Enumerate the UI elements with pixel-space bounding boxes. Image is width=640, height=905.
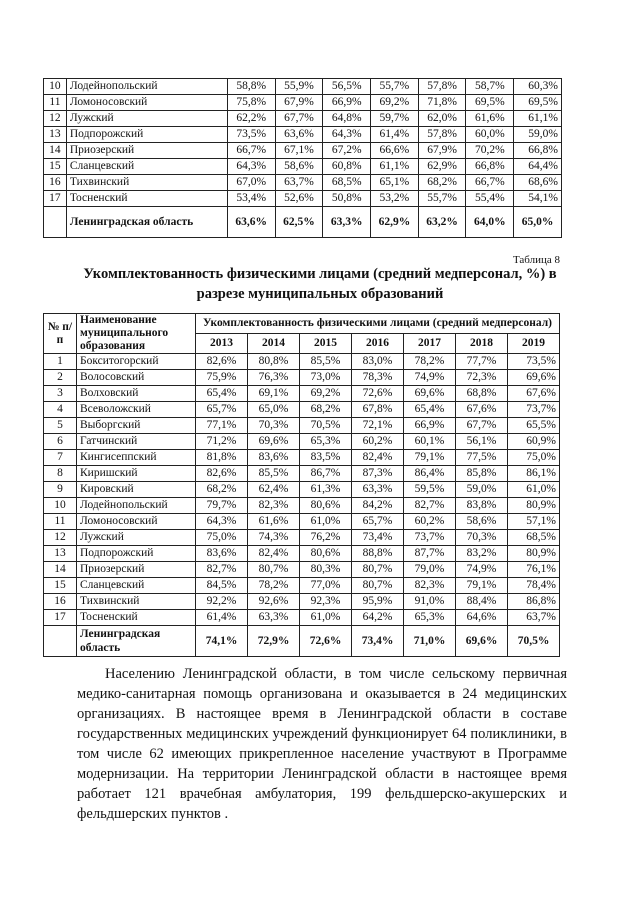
row-value: 67,2% <box>323 143 371 159</box>
row-value: 92,6% <box>248 594 300 610</box>
header-year: 2013 <box>196 334 248 354</box>
row-value: 64,6% <box>456 610 508 626</box>
row-name: Ломоносовский <box>66 95 227 111</box>
row-value: 69,6% <box>404 386 456 402</box>
row-value: 67,0% <box>227 175 275 191</box>
row-value: 68,2% <box>300 402 352 418</box>
row-number: 12 <box>44 530 77 546</box>
row-value: 67,7% <box>275 111 323 127</box>
row-value: 70,3% <box>248 418 300 434</box>
table-row <box>44 594 560 610</box>
row-value: 69,6% <box>508 370 560 386</box>
row-value: 78,2% <box>248 578 300 594</box>
row-value: 95,9% <box>352 594 404 610</box>
table-row <box>44 143 562 159</box>
table-row <box>44 354 560 370</box>
row-value: 87,7% <box>404 546 456 562</box>
row-value: 67,9% <box>418 143 466 159</box>
row-value: 72,6% <box>352 386 404 402</box>
row-number: 6 <box>44 434 77 450</box>
row-value: 92,2% <box>196 594 248 610</box>
row-number: 14 <box>44 562 77 578</box>
row-value: 61,3% <box>300 482 352 498</box>
row-name: Гатчинский <box>77 434 196 450</box>
row-value: 80,9% <box>508 546 560 562</box>
row-number: 12 <box>44 111 67 127</box>
row-value: 78,2% <box>404 354 456 370</box>
row-value: 64,3% <box>227 159 275 175</box>
header-name: Наименование муниципального образования <box>77 314 196 354</box>
row-value: 73,4% <box>352 530 404 546</box>
row-value: 61,0% <box>508 482 560 498</box>
table-row <box>44 370 560 386</box>
row-value: 61,6% <box>248 514 300 530</box>
row-name: Тихвинский <box>66 175 227 191</box>
table-row <box>44 498 560 514</box>
row-value: 86,1% <box>508 466 560 482</box>
row-value: 65,4% <box>404 402 456 418</box>
row-value: 50,8% <box>323 191 371 207</box>
total-number <box>44 626 77 657</box>
row-number: 9 <box>44 482 77 498</box>
row-name: Кировский <box>77 482 196 498</box>
row-value: 60,2% <box>404 514 456 530</box>
total-value: 72,9% <box>248 626 300 657</box>
row-value: 73,7% <box>404 530 456 546</box>
row-number: 10 <box>44 79 67 95</box>
header-number: № п/п <box>44 314 77 354</box>
total-name: Ленинградская область <box>66 207 227 238</box>
row-value: 57,8% <box>418 127 466 143</box>
row-value: 83,5% <box>300 450 352 466</box>
row-value: 74,9% <box>456 562 508 578</box>
row-value: 66,7% <box>227 143 275 159</box>
header-year: 2017 <box>404 334 456 354</box>
row-value: 61,1% <box>371 159 419 175</box>
row-number: 16 <box>44 175 67 191</box>
total-value: 62,9% <box>371 207 419 238</box>
row-name: Сланцевский <box>66 159 227 175</box>
row-name: Киришский <box>77 466 196 482</box>
row-value: 66,8% <box>514 143 562 159</box>
row-value: 57,1% <box>508 514 560 530</box>
row-value: 65,5% <box>508 418 560 434</box>
row-value: 62,2% <box>227 111 275 127</box>
row-value: 78,4% <box>508 578 560 594</box>
row-value: 81,8% <box>196 450 248 466</box>
row-value: 70,5% <box>300 418 352 434</box>
row-value: 62,4% <box>248 482 300 498</box>
row-number: 7 <box>44 450 77 466</box>
row-name: Лужский <box>66 111 227 127</box>
row-name: Приозерский <box>66 143 227 159</box>
table-row <box>44 79 562 95</box>
row-value: 52,6% <box>275 191 323 207</box>
row-number: 10 <box>44 498 77 514</box>
total-number <box>44 207 67 238</box>
row-value: 73,0% <box>300 370 352 386</box>
table-row <box>44 578 560 594</box>
row-value: 61,0% <box>300 610 352 626</box>
row-value: 79,1% <box>456 578 508 594</box>
table-row <box>44 450 560 466</box>
row-number: 11 <box>44 95 67 111</box>
row-name: Сланцевский <box>77 578 196 594</box>
row-value: 85,5% <box>248 466 300 482</box>
row-value: 58,8% <box>227 79 275 95</box>
row-value: 65,7% <box>352 514 404 530</box>
total-value: 63,6% <box>227 207 275 238</box>
total-value: 62,5% <box>275 207 323 238</box>
row-value: 77,0% <box>300 578 352 594</box>
table-title: Укомплектованность физическими лицами (средний медперсонал, %) в разрезе муниципальных образований <box>83 266 557 302</box>
row-value: 82,6% <box>196 466 248 482</box>
row-value: 53,4% <box>227 191 275 207</box>
row-value: 54,1% <box>514 191 562 207</box>
row-value: 84,2% <box>352 498 404 514</box>
row-value: 79,1% <box>404 450 456 466</box>
row-number: 15 <box>44 159 67 175</box>
row-value: 85,8% <box>456 466 508 482</box>
row-number: 8 <box>44 466 77 482</box>
row-name: Бокситогорский <box>77 354 196 370</box>
row-value: 82,3% <box>248 498 300 514</box>
row-value: 61,4% <box>371 127 419 143</box>
row-value: 64,8% <box>323 111 371 127</box>
row-value: 66,8% <box>466 159 514 175</box>
total-value: 63,3% <box>323 207 371 238</box>
row-value: 82,7% <box>404 498 456 514</box>
total-name: Ленинградская область <box>77 626 196 657</box>
row-value: 67,6% <box>508 386 560 402</box>
row-value: 80,9% <box>508 498 560 514</box>
row-value: 57,8% <box>418 79 466 95</box>
row-value: 65,0% <box>248 402 300 418</box>
row-name: Приозерский <box>77 562 196 578</box>
row-value: 80,6% <box>300 498 352 514</box>
row-value: 82,6% <box>196 354 248 370</box>
row-value: 80,6% <box>300 546 352 562</box>
row-value: 68,2% <box>196 482 248 498</box>
table-row <box>44 562 560 578</box>
row-value: 65,3% <box>404 610 456 626</box>
row-value: 63,6% <box>275 127 323 143</box>
row-value: 82,7% <box>196 562 248 578</box>
row-number: 3 <box>44 386 77 402</box>
row-value: 63,7% <box>275 175 323 191</box>
row-value: 65,3% <box>300 434 352 450</box>
row-value: 76,2% <box>300 530 352 546</box>
row-value: 63,3% <box>248 610 300 626</box>
row-value: 60,0% <box>466 127 514 143</box>
row-value: 88,4% <box>456 594 508 610</box>
row-value: 88,8% <box>352 546 404 562</box>
row-value: 59,5% <box>404 482 456 498</box>
table-8 <box>43 313 560 657</box>
row-value: 80,7% <box>352 578 404 594</box>
row-value: 83,2% <box>456 546 508 562</box>
row-value: 73,5% <box>508 354 560 370</box>
row-value: 70,3% <box>456 530 508 546</box>
total-value: 69,6% <box>456 626 508 657</box>
row-value: 76,3% <box>248 370 300 386</box>
table-row <box>44 466 560 482</box>
row-name: Тосненский <box>66 191 227 207</box>
closing-paragraph: Населению Ленинградской области, в том числе сельскому первичная медико-санитарная помощь организована и оказывается в 24 медицинских организациях. В настоящее время в Ленинградской области в составе государственных медицинских учреждений функционирует 64 поликлиники, в том числе 62 имеющих прикрепленное население участвуют в Программе модернизации. На территории Ленинградской области в настоящее время работает 121 врачебная амбулатория, 199 фельдшерско-акушерских и фельдшерских пунктов . <box>77 666 567 822</box>
table-row <box>44 191 562 207</box>
row-value: 68,6% <box>514 175 562 191</box>
row-name: Кингисеппский <box>77 450 196 466</box>
row-value: 82,4% <box>248 546 300 562</box>
table-row <box>44 514 560 530</box>
row-value: 56,1% <box>456 434 508 450</box>
row-value: 77,5% <box>456 450 508 466</box>
row-value: 66,9% <box>323 95 371 111</box>
row-value: 80,8% <box>248 354 300 370</box>
row-number: 11 <box>44 514 77 530</box>
row-name: Тосненский <box>77 610 196 626</box>
row-value: 69,2% <box>300 386 352 402</box>
row-value: 75,0% <box>508 450 560 466</box>
row-number: 13 <box>44 546 77 562</box>
header-year: 2016 <box>352 334 404 354</box>
header-year: 2019 <box>508 334 560 354</box>
row-value: 92,3% <box>300 594 352 610</box>
table-row <box>44 418 560 434</box>
row-value: 60,2% <box>352 434 404 450</box>
row-value: 68,8% <box>456 386 508 402</box>
row-name: Выборгский <box>77 418 196 434</box>
row-number: 17 <box>44 610 77 626</box>
row-value: 77,7% <box>456 354 508 370</box>
table-row <box>44 127 562 143</box>
row-value: 73,5% <box>227 127 275 143</box>
row-value: 69,1% <box>248 386 300 402</box>
row-value: 79,7% <box>196 498 248 514</box>
row-value: 63,3% <box>352 482 404 498</box>
row-value: 66,6% <box>371 143 419 159</box>
row-value: 82,3% <box>404 578 456 594</box>
table-row <box>44 111 562 127</box>
row-name: Всеволожский <box>77 402 196 418</box>
total-row <box>44 207 562 238</box>
row-number: 1 <box>44 354 77 370</box>
row-value: 59,0% <box>456 482 508 498</box>
row-value: 69,6% <box>248 434 300 450</box>
row-value: 72,1% <box>352 418 404 434</box>
row-value: 64,3% <box>196 514 248 530</box>
total-value: 70,5% <box>508 626 560 657</box>
row-value: 75,8% <box>227 95 275 111</box>
row-value: 75,9% <box>196 370 248 386</box>
row-value: 55,7% <box>418 191 466 207</box>
row-value: 68,5% <box>508 530 560 546</box>
row-value: 78,3% <box>352 370 404 386</box>
row-value: 67,6% <box>456 402 508 418</box>
row-value: 85,5% <box>300 354 352 370</box>
row-number: 13 <box>44 127 67 143</box>
row-name: Ломоносовский <box>77 514 196 530</box>
row-value: 60,3% <box>514 79 562 95</box>
row-number: 16 <box>44 594 77 610</box>
row-value: 61,4% <box>196 610 248 626</box>
row-value: 80,3% <box>300 562 352 578</box>
row-value: 82,4% <box>352 450 404 466</box>
header-year: 2018 <box>456 334 508 354</box>
row-name: Лодейнопольский <box>77 498 196 514</box>
row-name: Подпорожский <box>77 546 196 562</box>
row-value: 64,2% <box>352 610 404 626</box>
row-value: 83,6% <box>196 546 248 562</box>
header-year: 2015 <box>300 334 352 354</box>
table-row <box>44 434 560 450</box>
table-label: Таблица 8 <box>512 254 560 266</box>
row-value: 60,1% <box>404 434 456 450</box>
row-value: 87,3% <box>352 466 404 482</box>
row-value: 74,9% <box>404 370 456 386</box>
row-name: Волховский <box>77 386 196 402</box>
row-number: 2 <box>44 370 77 386</box>
row-value: 60,8% <box>323 159 371 175</box>
row-name: Подпорожский <box>66 127 227 143</box>
row-value: 73,7% <box>508 402 560 418</box>
row-value: 79,0% <box>404 562 456 578</box>
row-value: 66,7% <box>466 175 514 191</box>
row-value: 58,6% <box>456 514 508 530</box>
row-value: 83,8% <box>456 498 508 514</box>
table-row <box>44 175 562 191</box>
table-row <box>44 159 562 175</box>
row-value: 64,3% <box>323 127 371 143</box>
row-value: 53,2% <box>371 191 419 207</box>
row-value: 61,0% <box>300 514 352 530</box>
header-group: Укомплектованность физическими лицами (средний медперсонал) <box>196 314 560 334</box>
total-value: 65,0% <box>514 207 562 238</box>
header-year: 2014 <box>248 334 300 354</box>
row-value: 55,7% <box>371 79 419 95</box>
row-value: 83,0% <box>352 354 404 370</box>
row-value: 91,0% <box>404 594 456 610</box>
row-value: 80,7% <box>248 562 300 578</box>
row-value: 72,3% <box>456 370 508 386</box>
row-value: 77,1% <box>196 418 248 434</box>
row-name: Волосовский <box>77 370 196 386</box>
row-value: 76,1% <box>508 562 560 578</box>
row-value: 67,9% <box>275 95 323 111</box>
row-value: 59,7% <box>371 111 419 127</box>
row-value: 66,9% <box>404 418 456 434</box>
row-number: 5 <box>44 418 77 434</box>
row-number: 15 <box>44 578 77 594</box>
table-row <box>44 610 560 626</box>
row-value: 55,9% <box>275 79 323 95</box>
row-value: 84,5% <box>196 578 248 594</box>
row-value: 80,7% <box>352 562 404 578</box>
row-value: 71,2% <box>196 434 248 450</box>
table-row <box>44 95 562 111</box>
row-value: 69,5% <box>466 95 514 111</box>
row-value: 67,1% <box>275 143 323 159</box>
row-value: 75,0% <box>196 530 248 546</box>
row-number: 17 <box>44 191 67 207</box>
row-value: 55,4% <box>466 191 514 207</box>
row-value: 65,7% <box>196 402 248 418</box>
total-value: 64,0% <box>466 207 514 238</box>
table-row <box>44 482 560 498</box>
table-row <box>44 530 560 546</box>
row-value: 58,6% <box>275 159 323 175</box>
row-value: 65,1% <box>371 175 419 191</box>
total-value: 72,6% <box>300 626 352 657</box>
row-value: 61,1% <box>514 111 562 127</box>
row-value: 61,6% <box>466 111 514 127</box>
row-value: 62,9% <box>418 159 466 175</box>
row-value: 70,2% <box>466 143 514 159</box>
row-value: 62,0% <box>418 111 466 127</box>
total-row <box>44 626 560 657</box>
row-value: 58,7% <box>466 79 514 95</box>
row-name: Лодейнопольский <box>66 79 227 95</box>
total-value: 71,0% <box>404 626 456 657</box>
total-value: 73,4% <box>352 626 404 657</box>
row-name: Лужский <box>77 530 196 546</box>
total-value: 74,1% <box>196 626 248 657</box>
row-value: 86,8% <box>508 594 560 610</box>
row-value: 67,7% <box>456 418 508 434</box>
row-value: 67,8% <box>352 402 404 418</box>
row-value: 69,2% <box>371 95 419 111</box>
table-7-continued <box>43 78 562 238</box>
table-row <box>44 546 560 562</box>
row-name: Тихвинский <box>77 594 196 610</box>
row-value: 65,4% <box>196 386 248 402</box>
total-value: 63,2% <box>418 207 466 238</box>
row-value: 86,4% <box>404 466 456 482</box>
row-value: 69,5% <box>514 95 562 111</box>
table-row <box>44 402 560 418</box>
row-number: 4 <box>44 402 77 418</box>
row-value: 60,9% <box>508 434 560 450</box>
row-number: 14 <box>44 143 67 159</box>
row-value: 83,6% <box>248 450 300 466</box>
row-value: 59,0% <box>514 127 562 143</box>
row-value: 68,5% <box>323 175 371 191</box>
row-value: 68,2% <box>418 175 466 191</box>
row-value: 86,7% <box>300 466 352 482</box>
row-value: 64,4% <box>514 159 562 175</box>
row-value: 56,5% <box>323 79 371 95</box>
table-row <box>44 386 560 402</box>
row-value: 71,8% <box>418 95 466 111</box>
row-value: 74,3% <box>248 530 300 546</box>
row-value: 63,7% <box>508 610 560 626</box>
